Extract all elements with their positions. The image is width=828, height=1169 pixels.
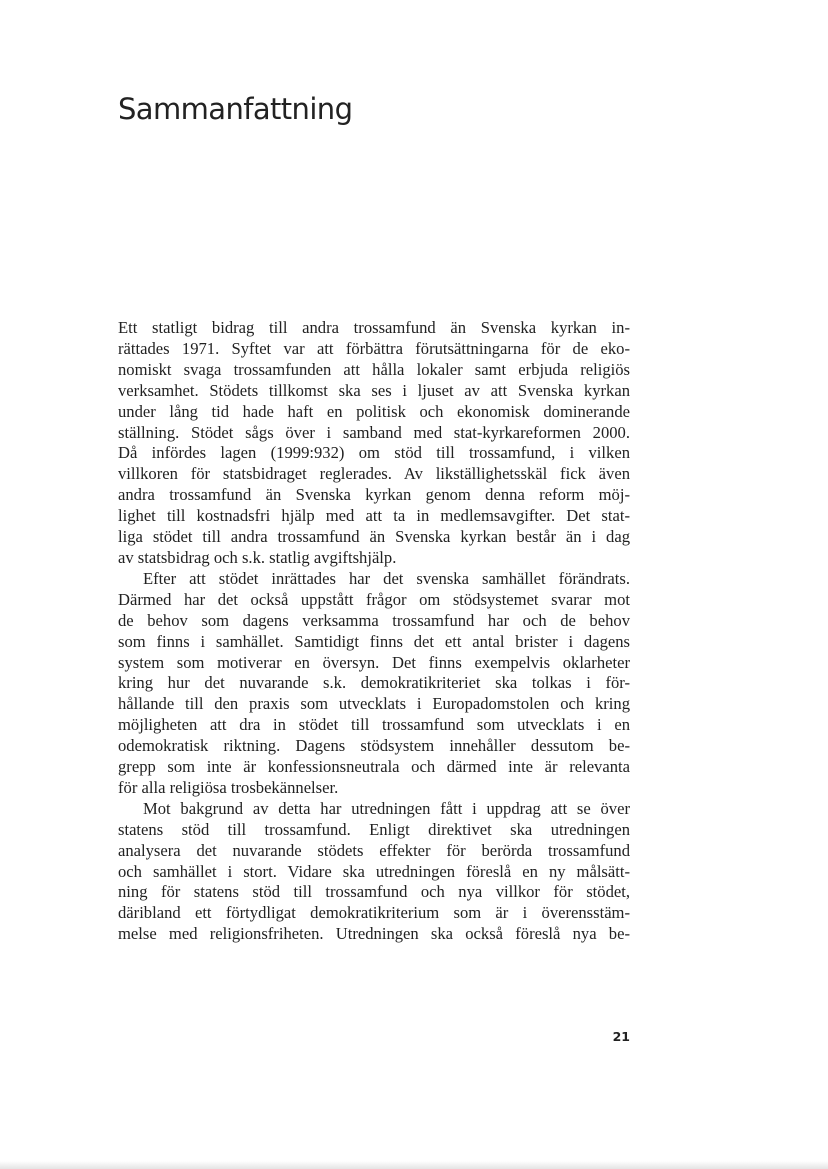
text-line: Då infördes lagen (1999:932) om stöd till trossamfund, i vilken	[118, 443, 630, 463]
text-line: analysera det nuvarande stödets effekter för berörda trossamfund	[118, 840, 630, 860]
scan-edge-shadow	[0, 1161, 828, 1169]
text-line: odemokratisk riktning. Dagens stödsystem innehåller dessutom be-	[118, 736, 630, 756]
text-line: andra trossamfund än Svenska kyrkan genom denna reform möj-	[118, 485, 630, 505]
text-line: däribland ett förtydligat demokratikriterium som är i överensstäm-	[118, 903, 630, 923]
text-line: system som motiverar en översyn. Det finns exempelvis oklarheter	[118, 652, 630, 672]
text-line: nomiskt svaga trossamfunden att hålla lokaler samt erbjuda religiös	[118, 359, 630, 379]
text-line: de behov som dagens verksamma trossamfund har och de behov	[118, 610, 630, 630]
text-line: lighet till kostnadsfri hjälp med att ta in medlemsavgifter. Det stat-	[118, 506, 630, 526]
text-line: grepp som inte är konfessionsneutrala och därmed inte är relevanta	[118, 757, 630, 777]
text-line: kring hur det nuvarande s.k. demokratikriteriet ska tolkas i för-	[118, 673, 630, 693]
text-line: av statsbidrag och s.k. statlig avgiftshjälp.	[118, 547, 397, 567]
text-line: hållande till den praxis som utvecklats i Europadomstolen och kring	[118, 694, 630, 714]
body-text	[118, 318, 630, 945]
text-line: statens stöd till trossamfund. Enligt direktivet ska utredningen	[118, 819, 630, 839]
text-line: liga stödet till andra trossamfund än Svenska kyrkan består än i dag	[118, 527, 630, 547]
text-line: Efter att stödet inrättades har det svenska samhället förändrats.	[143, 568, 630, 588]
text-line: Mot bakgrund av detta har utredningen fått i uppdrag att se över	[143, 798, 630, 818]
text-line: villkoren för statsbidraget reglerades. Av likställighetsskäl fick även	[118, 464, 630, 484]
text-line: verksamhet. Stödets tillkomst ska ses i ljuset av att Svenska kyrkan	[118, 380, 630, 400]
text-line: ning för statens stöd till trossamfund och nya villkor för stödet,	[118, 882, 630, 902]
text-line: under lång tid hade haft en politisk och ekonomisk dominerande	[118, 401, 630, 421]
page-title: Sammanfattning	[118, 92, 353, 126]
text-line: för alla religiösa trosbekännelser.	[118, 777, 339, 797]
text-line: och samhället i stort. Vidare ska utredningen föreslå en ny målsätt-	[118, 861, 630, 881]
text-line: möjligheten att dra in stödet till trossamfund som utvecklats i en	[118, 715, 630, 735]
text-line: melse med religionsfriheten. Utredningen ska också föreslå nya be-	[118, 924, 630, 944]
text-line: Därmed har det också uppstått frågor om stödsystemet svarar mot	[118, 589, 630, 609]
text-line: rättades 1971. Syftet var att förbättra förutsättningarna för de eko-	[118, 338, 630, 358]
text-line: Ett statligt bidrag till andra trossamfund än Svenska kyrkan in-	[118, 318, 630, 337]
page-number: 21	[612, 1029, 630, 1044]
text-line: som finns i samhället. Samtidigt finns det ett antal brister i dagens	[118, 631, 630, 651]
text-line: ställning. Stödet sågs över i samband med stat-kyrkareformen 2000.	[118, 422, 630, 442]
